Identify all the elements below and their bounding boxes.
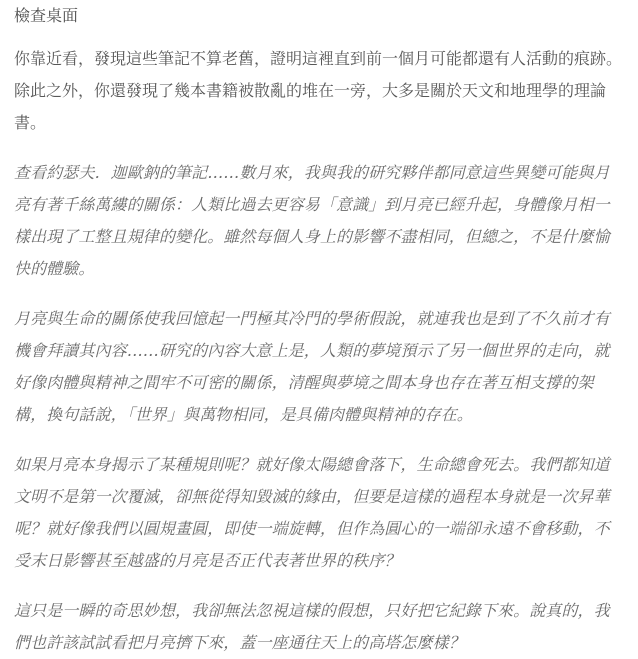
intro-paragraph: 你靠近看，發現這些筆記不算老舊，證明這裡直到前一個月可能都還有人活動的痕跡。除此之外，你還發現了幾本書籍被散亂的堆在一旁，大多是關於天文和地理學的理論書。 [14, 49, 623, 132]
note-paragraph-3: 如果月亮本身揭示了某種規則呢？就好像太陽總會落下，生命總會死去。我們都知道文明不是第一次覆滅，卻無從得知毀滅的緣由，但要是這樣的過程本身就是一次昇華呢？就好像我們以圓規畫圓，即使一端旋轉，但作為圓心的一端卻永遠不會移動，不受末日影響甚至越盛的月亮是否正代表著世界的秩序？ [14, 455, 610, 570]
note-paragraph-2: 月亮與生命的關係使我回憶起一門極其冷門的學術假說，就連我也是到了不久前才有機會拜讀其內容……研究的內容大意上是，人類的夢境預示了另一個世界的走向，就好像肉體與精神之間牢不可密的關係，清醒與夢境之間本身也存在著互相支撐的架構，換句話說，「世界」與萬物相同，是具備肉體與精神的存在。 [14, 309, 610, 424]
note-paragraph-4: 這只是一瞬的奇思妙想，我卻無法忽視這樣的假想，只好把它紀錄下來。說真的，我們也許該試試看把月亮擠下來，蓋一座通往天上的高塔怎麼樣？ [14, 601, 610, 652]
section-heading: 檢查桌面 [14, 6, 79, 25]
note-paragraph-1: 查看約瑟夫．迦歐鈉的筆記……數月來，我與我的研究夥伴都同意這些異變可能與月亮有著千絲萬縷的關係：人類比過去更容易「意識」到月亮已經升起，身體像月相一樣出現了工整且規律的變化。雖然每個人身上的影響不盡相同，但總之，不是什麼愉快的體驗。 [14, 163, 610, 278]
